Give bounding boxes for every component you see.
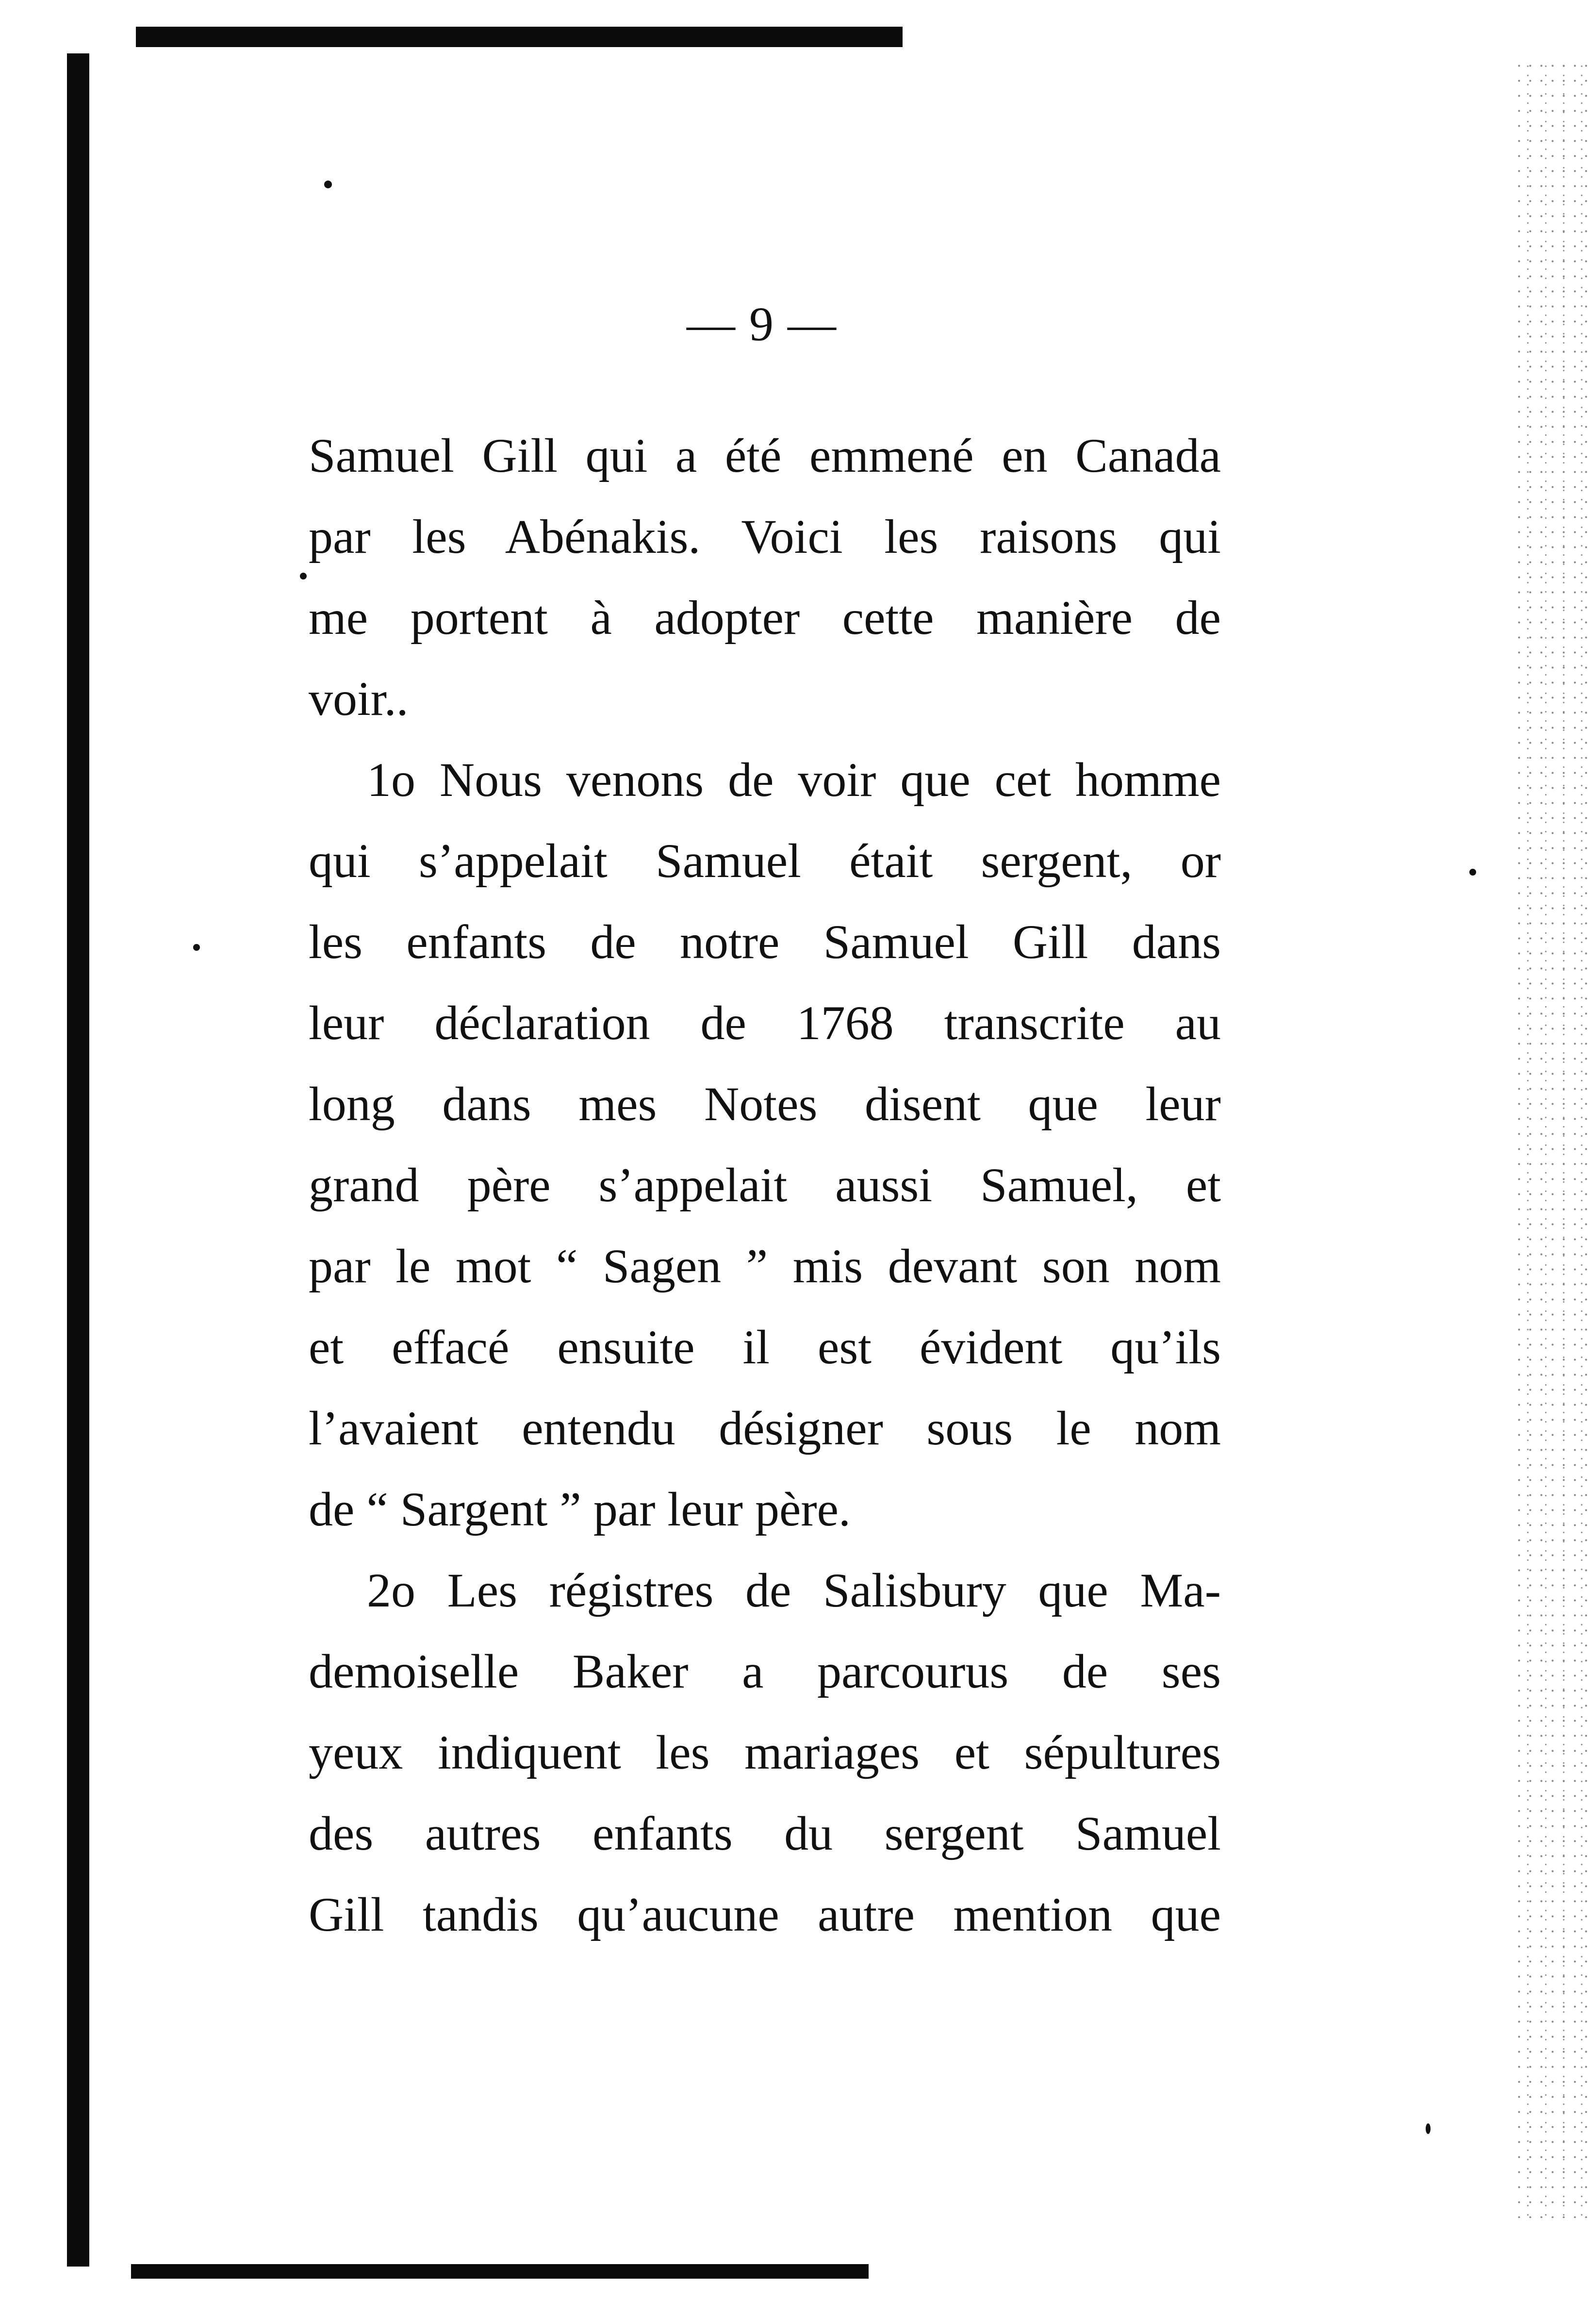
text-line: demoiselle Baker a parcourus de ses [309,1644,1221,1698]
scan-speck [1426,2123,1431,2134]
scan-speck [1469,869,1476,876]
text-line: de “ Sargent ” par leur père. [309,1482,851,1536]
text-line: des autres enfants du sergent Samuel [309,1806,1221,1860]
text-line: les enfants de notre Samuel Gill dans [309,915,1221,969]
body-text [309,415,1221,1955]
text-line: l’avaient entendu désigner sous le nom [309,1401,1221,1455]
top-edge-rule [136,27,903,47]
bottom-edge-rule [131,2264,869,2279]
page-number: — 9 — [687,297,837,351]
text-line: grand père s’appelait aussi Samuel, et [309,1158,1221,1212]
scan-speck [193,944,200,951]
text-line: 1o Nous venons de voir que cet homme [367,753,1221,807]
text-line: leur déclaration de 1768 transcrite au [309,996,1221,1050]
text-line: par le mot “ Sagen ” mis devant son nom [309,1239,1221,1293]
text-line: long dans mes Notes disent que leur [309,1077,1221,1131]
right-edge-noise [1514,58,1596,2218]
text-line: Gill tandis qu’aucune autre mention que [309,1887,1221,1941]
text-line: me portent à adopter cette manière de [309,591,1221,645]
text-line: qui s’appelait Samuel était sergent, or [309,834,1221,888]
text-line: yeux indiquent les mariages et sépultures [309,1725,1221,1779]
scan-speck [300,573,307,579]
scan-speck [324,181,332,188]
text-line: Samuel Gill qui a été emmené en Canada [309,429,1221,482]
left-edge-rule [67,53,89,2267]
text-line: 2o Les régistres de Salisbury que Ma- [367,1563,1221,1617]
text-line: voir.. [309,672,409,726]
text-line: et effacé ensuite il est évident qu’ils [309,1320,1221,1374]
text-line: par les Abénakis. Voici les raisons qui [309,510,1221,563]
